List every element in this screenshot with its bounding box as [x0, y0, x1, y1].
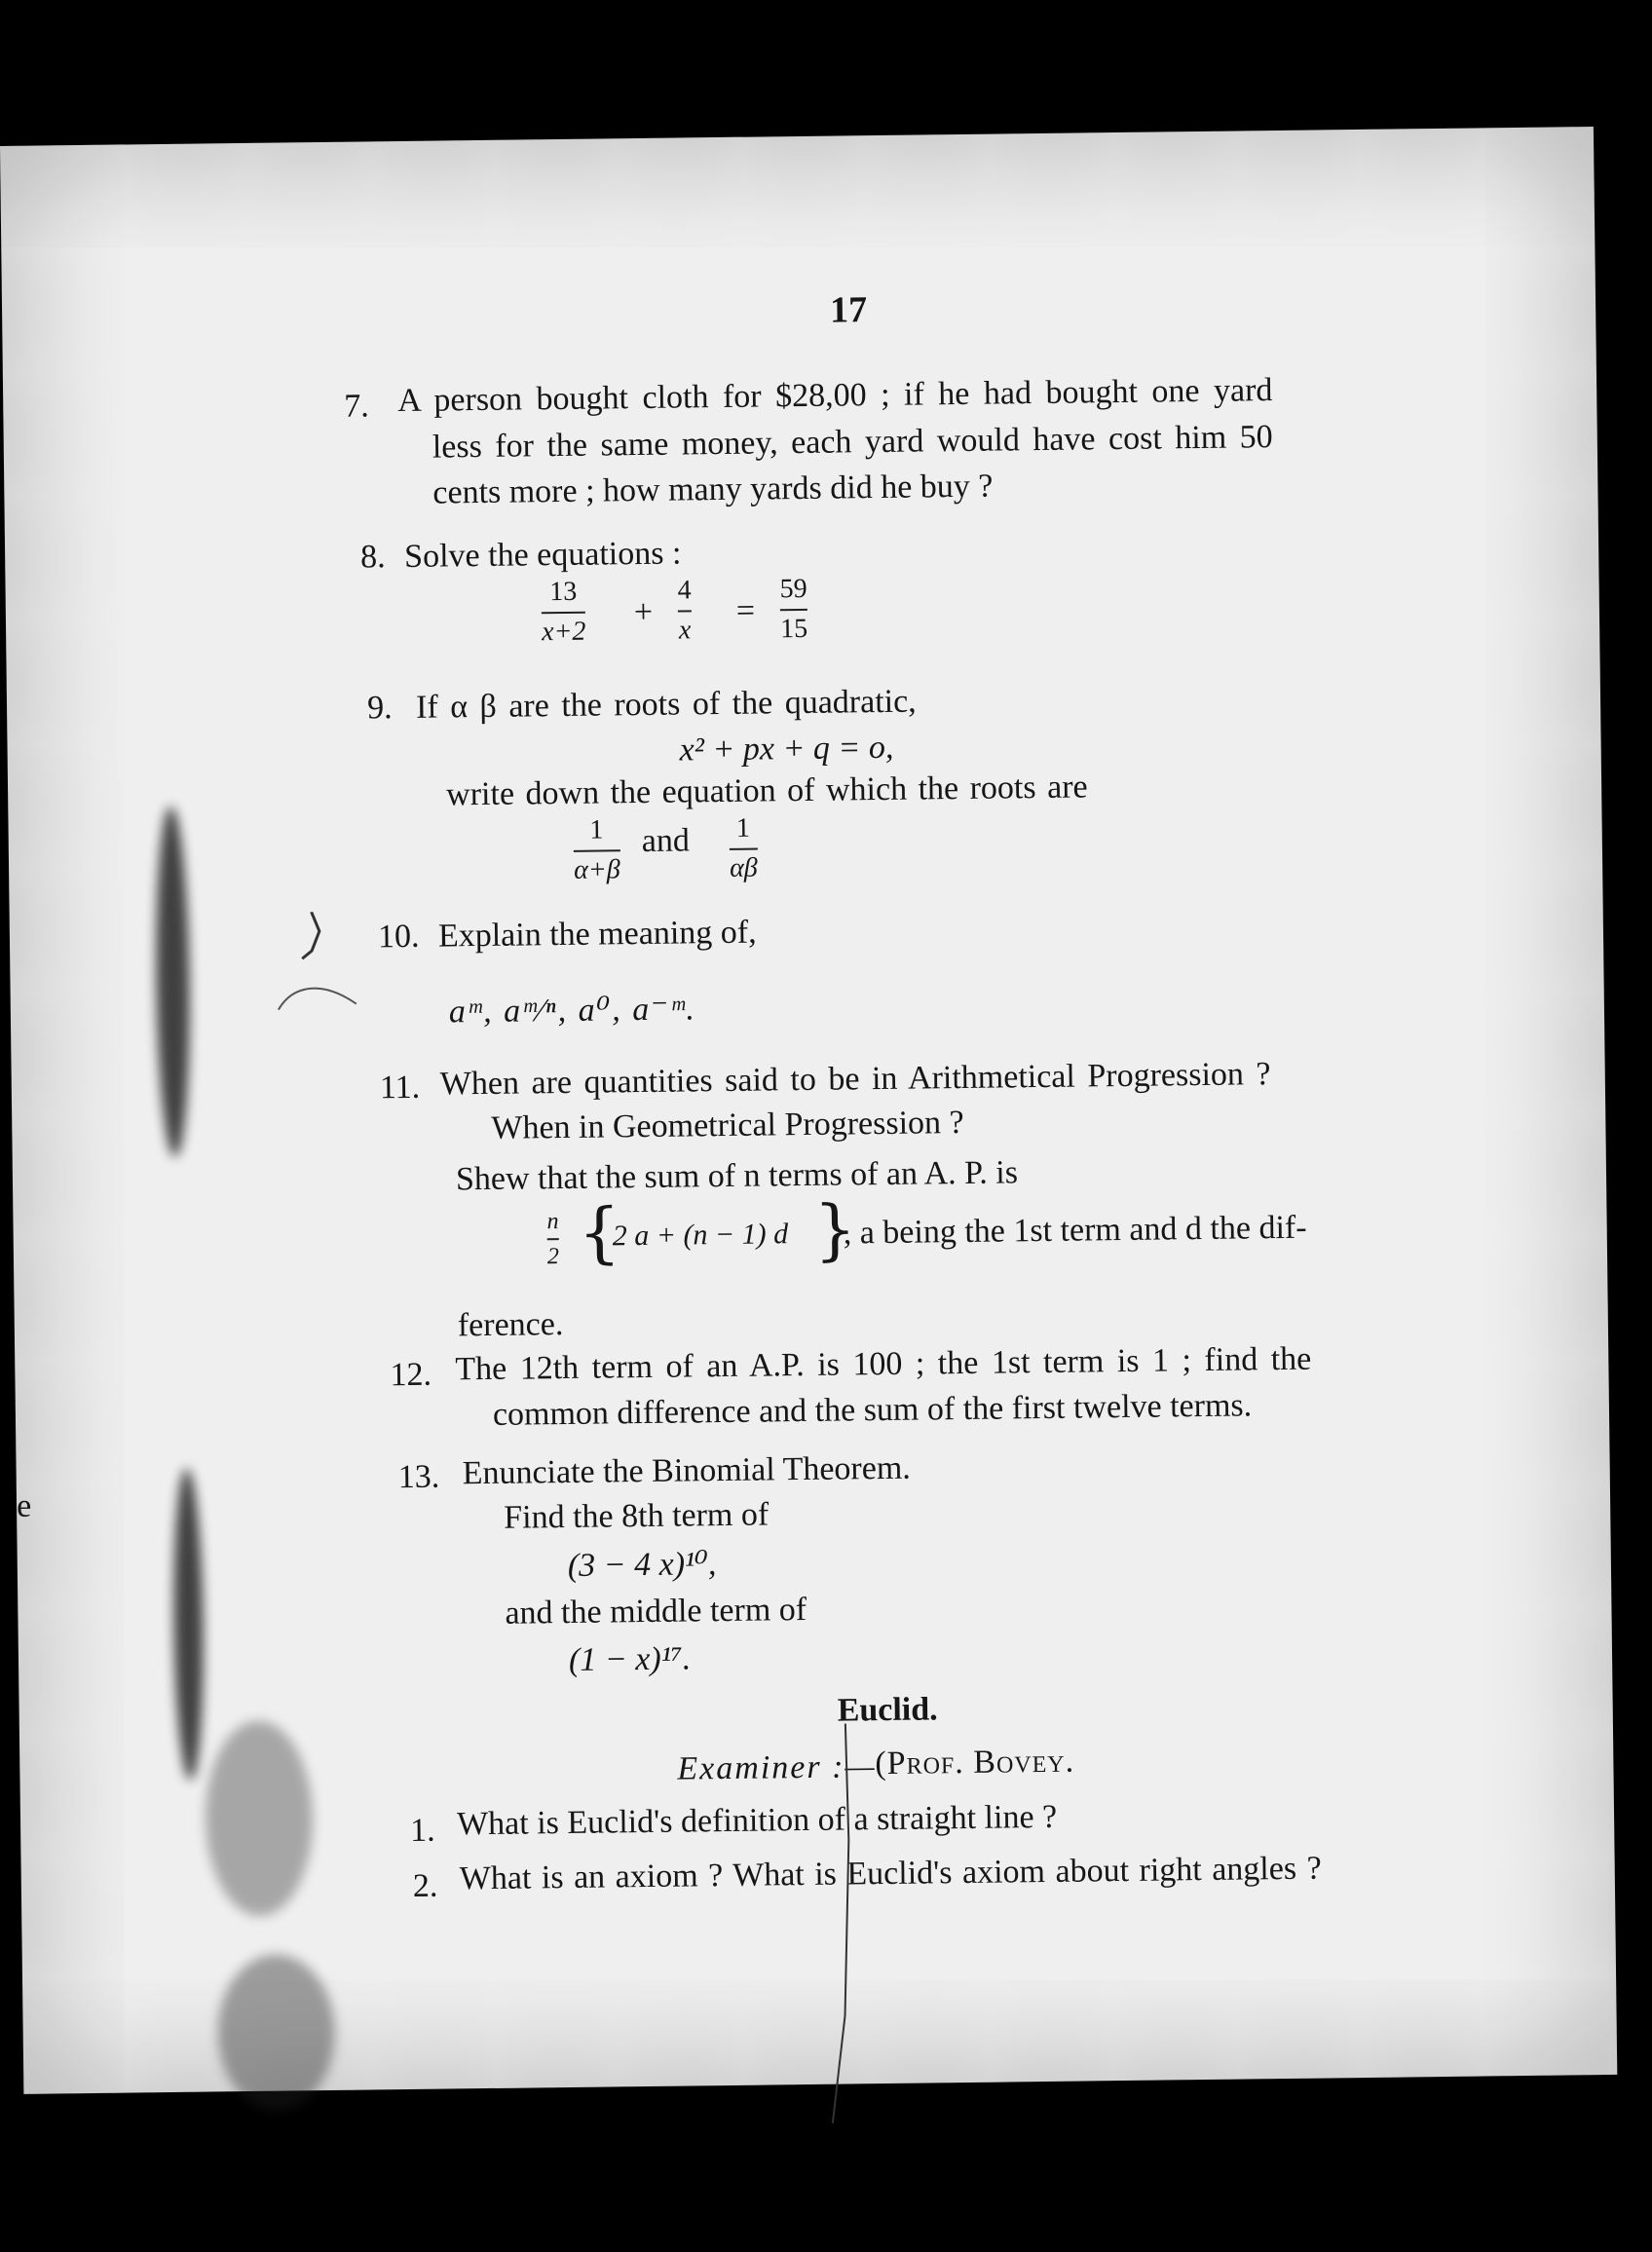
pencil-mark: [818, 1723, 862, 2132]
q8-frac3-numerator: 59: [779, 573, 807, 605]
page-number: 17: [829, 289, 868, 331]
q8-frac2-denominator: x: [678, 615, 692, 646]
q9-frac1-numerator: 1: [589, 814, 604, 845]
q8-frac3-denominator: 15: [779, 613, 808, 645]
q13-number: 13.: [397, 1458, 440, 1496]
q9-line1: If α β are the roots of the quadratic,: [415, 683, 917, 726]
fraction-bar: [730, 847, 758, 849]
examiner-name: (Prof. Bovey.: [875, 1743, 1075, 1783]
fraction-bar: [574, 849, 620, 852]
q11-inner-expression: 2 a + (n − 1) d: [612, 1218, 789, 1253]
q11-line3: Shew that the sum of n terms of an A. P. is: [455, 1154, 1019, 1198]
q13-line2: Find the 8th term of: [504, 1496, 770, 1536]
q13-line3: and the middle term of: [505, 1591, 807, 1632]
q8-frac1-denominator: x+2: [541, 616, 586, 648]
margin-letter: e: [16, 1487, 32, 1524]
q11-line2: When in Geometrical Progression ?: [491, 1104, 964, 1146]
q9-equation: x² + px + q = o,: [679, 729, 894, 769]
q7-number: 7.: [344, 388, 370, 425]
q13-expression-2: (1 − x)¹⁷.: [568, 1640, 692, 1678]
q9-frac2-numerator: 1: [735, 812, 751, 844]
q7-line2: less for the same money, each yard would have cost him 50: [432, 419, 1273, 466]
ink-stain: [154, 807, 191, 1157]
q12-line1: The 12th term of an A.P. is 100 ; the 1st term is 1 ; find the: [455, 1340, 1312, 1388]
q8-fraction-3: [779, 575, 807, 645]
q13-expression-1: (3 − 4 x)¹⁰,: [567, 1546, 717, 1584]
ink-stain: [172, 1469, 206, 1781]
e2-number: 2.: [412, 1867, 438, 1904]
fraction-bar: [678, 610, 692, 612]
e1-text: What is Euclid's definition of a straight line ?: [456, 1798, 1058, 1843]
q9-number: 9.: [366, 690, 393, 727]
ink-stain: [217, 1954, 336, 2111]
q8-fraction-1: [541, 578, 585, 648]
q9-fraction-1: [573, 815, 620, 885]
q10-text: Explain the meaning of,: [437, 914, 757, 955]
q9-fraction-2: [729, 814, 758, 884]
q9-frac1-denominator: α+β: [573, 854, 620, 885]
e2-text: What is an axiom ? What is Euclid's axiom about right angles ?: [459, 1850, 1322, 1897]
pencil-mark: [273, 912, 361, 1030]
paper-page: [0, 127, 1617, 2094]
q11-brace-open: {: [578, 1194, 621, 1272]
q10-number: 10.: [377, 918, 420, 956]
q11-brace-close: }: [813, 1191, 857, 1269]
e1-number: 1.: [409, 1812, 435, 1849]
fraction-bar: [542, 611, 585, 614]
q8-fraction-2: [677, 576, 692, 646]
q7-line1: A person bought cloth for $28,00 ; if he had bought one yard: [396, 372, 1273, 420]
q8-text: Solve the equations :: [403, 535, 682, 575]
ink-stain: [205, 1720, 314, 1916]
q11-frac-denominator: 2: [546, 1244, 560, 1270]
fraction-bar: [547, 1238, 559, 1240]
q11-line1: When are quantities said to be in Arithmetical Progression ?: [439, 1056, 1271, 1103]
q9-line2: write down the equation of which the roots are: [445, 769, 1088, 813]
q8-number: 8.: [359, 539, 386, 576]
q11-frac-numerator: n: [546, 1209, 559, 1235]
fraction-bar: [780, 609, 807, 611]
q11-tail: , a being the 1st term and d the dif-: [843, 1209, 1307, 1252]
q8-frac2-numerator: 4: [677, 575, 692, 606]
q11-line5: ference.: [457, 1306, 564, 1344]
q9-and: and: [641, 822, 691, 860]
q11-number: 11.: [379, 1069, 421, 1107]
q8-equals: =: [735, 592, 756, 629]
q13-line1: Enunciate the Binomial Theorem.: [462, 1449, 912, 1492]
examiner-label: Examiner :—: [677, 1748, 877, 1787]
q8-frac1-numerator: 13: [549, 576, 578, 608]
q7-line3: cents more ; how many yards did he buy ?: [432, 468, 994, 511]
q11-fraction: [546, 1209, 559, 1270]
q9-frac2-denominator: αβ: [729, 852, 758, 883]
q12-line2: common difference and the sum of the first twelve terms.: [492, 1387, 1253, 1433]
q12-number: 12.: [390, 1356, 432, 1394]
q10-expression: aᵐ, aᵐ⁄ⁿ, a⁰, a⁻ᵐ.: [448, 991, 697, 1031]
euclid-heading: Euclid.: [837, 1691, 938, 1729]
q8-plus: +: [633, 593, 654, 631]
